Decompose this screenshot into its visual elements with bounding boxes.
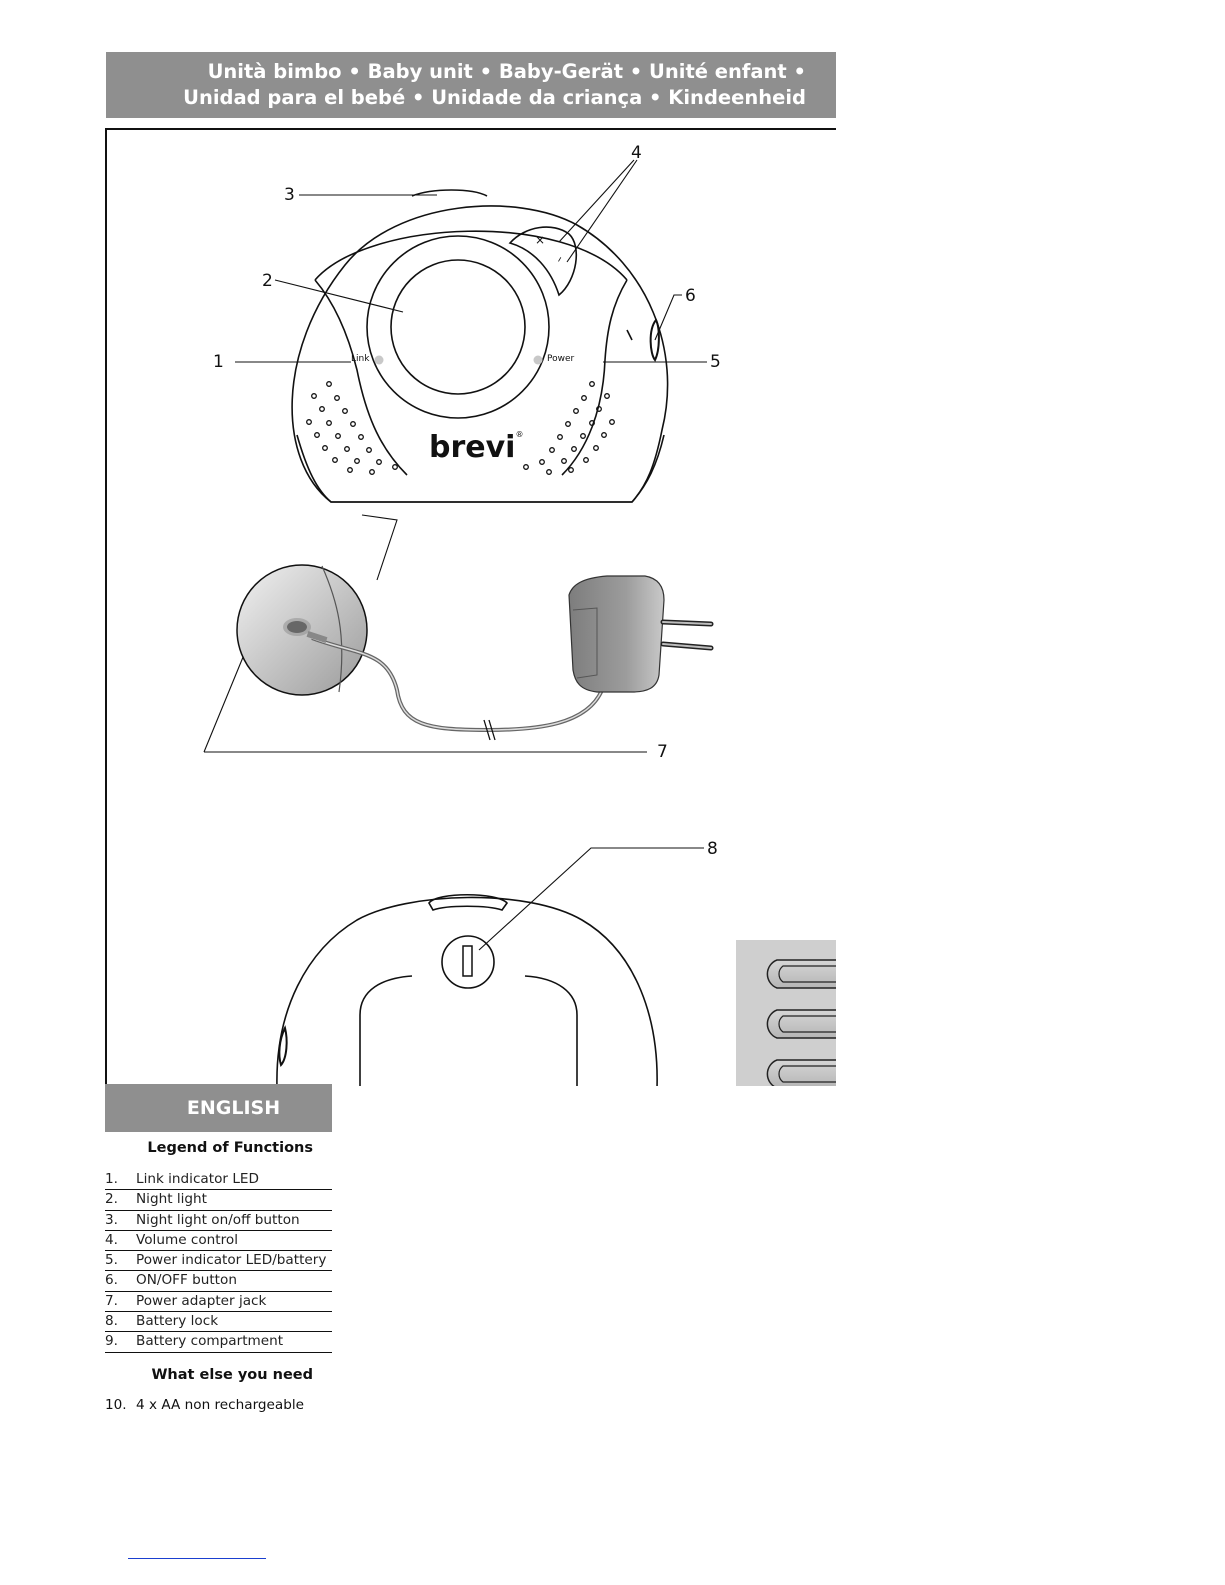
leader-4a — [559, 160, 634, 242]
volume-minus-label: – — [551, 252, 567, 266]
legend-number: 4. — [105, 1231, 118, 1248]
list-item — [105, 1170, 332, 1190]
brand-registered-mark: ® — [515, 430, 524, 439]
legend-number: 8. — [105, 1313, 118, 1330]
footer-rule — [128, 1558, 266, 1559]
title-line-2: Unidad para el bebé • Unidade da criança • Kindeenheid — [183, 86, 806, 109]
need-text: 4 x AA non rechargeable — [136, 1397, 305, 1413]
legend-text: ON/OFF button — [136, 1272, 237, 1289]
leader-4b — [567, 160, 637, 262]
legend-number: 2. — [105, 1191, 118, 1208]
legend-number: 3. — [105, 1211, 118, 1228]
power-led-label: Power — [547, 354, 575, 364]
leader-2 — [275, 280, 403, 312]
legend-text: Power indicator LED/battery — [136, 1252, 327, 1269]
legend-number: 7. — [105, 1292, 118, 1309]
front-shell-arc — [315, 231, 627, 280]
legend-text: Link indicator LED — [136, 1171, 259, 1187]
list-item — [105, 1312, 332, 1332]
night-light-lens — [391, 260, 525, 394]
legend-number: 1. — [105, 1171, 118, 1187]
list-item — [105, 1332, 332, 1352]
side-switch-back — [279, 1028, 286, 1065]
callout-7: 7 — [657, 742, 668, 762]
list-item — [105, 1271, 332, 1291]
legend-list — [105, 1170, 332, 1353]
language-bar: ENGLISH — [105, 1084, 332, 1132]
legend-text: Night light on/off button — [136, 1211, 300, 1228]
leader-8 — [479, 848, 704, 950]
callout-4: 4 — [631, 143, 642, 163]
brand-logo — [429, 430, 523, 465]
need-number: 10. — [105, 1397, 127, 1413]
list-item — [105, 1397, 345, 1413]
legend-text: Battery lock — [136, 1313, 219, 1330]
brand-name: brevi — [429, 430, 516, 465]
callout-2: 2 — [262, 271, 273, 291]
callout-8: 8 — [707, 839, 718, 859]
legend-text: Night light — [136, 1191, 207, 1208]
power-adapter-illustration — [204, 515, 711, 752]
legend-text: Power adapter jack — [136, 1292, 267, 1309]
legend-text: Battery compartment — [136, 1333, 284, 1350]
needs-heading: What else you need — [151, 1367, 313, 1383]
legend-number: 5. — [105, 1252, 118, 1269]
battery-compartment — [360, 976, 577, 1086]
power-led — [534, 356, 543, 365]
callout-6: 6 — [685, 286, 696, 306]
list-item — [105, 1292, 332, 1312]
title-band — [106, 52, 836, 118]
list-item — [105, 1211, 332, 1231]
legend-number: 9. — [105, 1333, 118, 1350]
baby-unit-illustration — [107, 130, 836, 1086]
unit-back-view — [277, 848, 704, 1086]
link-led — [375, 356, 384, 365]
volume-plus-label: × — [535, 233, 546, 247]
link-led-label: Link — [351, 354, 370, 364]
night-light-ring — [367, 236, 549, 418]
on-off-switch — [651, 320, 659, 360]
legend-heading: Legend of Functions — [147, 1140, 313, 1156]
battery-lock-slot — [463, 946, 472, 976]
list-item — [105, 1231, 332, 1251]
callout-1: 1 — [213, 352, 224, 372]
list-item — [105, 1251, 332, 1271]
back-shell — [277, 897, 657, 1086]
callout-3: 3 — [284, 185, 295, 205]
batteries-illustration — [736, 940, 836, 1086]
title-line-1: Unità bimbo • Baby unit • Baby-Gerät • Unité enfant • — [207, 60, 806, 83]
legend-number: 6. — [105, 1272, 118, 1289]
product-diagram — [105, 128, 836, 1086]
legend-text: Volume control — [136, 1231, 238, 1248]
list-item — [105, 1190, 332, 1210]
adapter-body — [569, 576, 664, 692]
callout-5: 5 — [710, 352, 721, 372]
